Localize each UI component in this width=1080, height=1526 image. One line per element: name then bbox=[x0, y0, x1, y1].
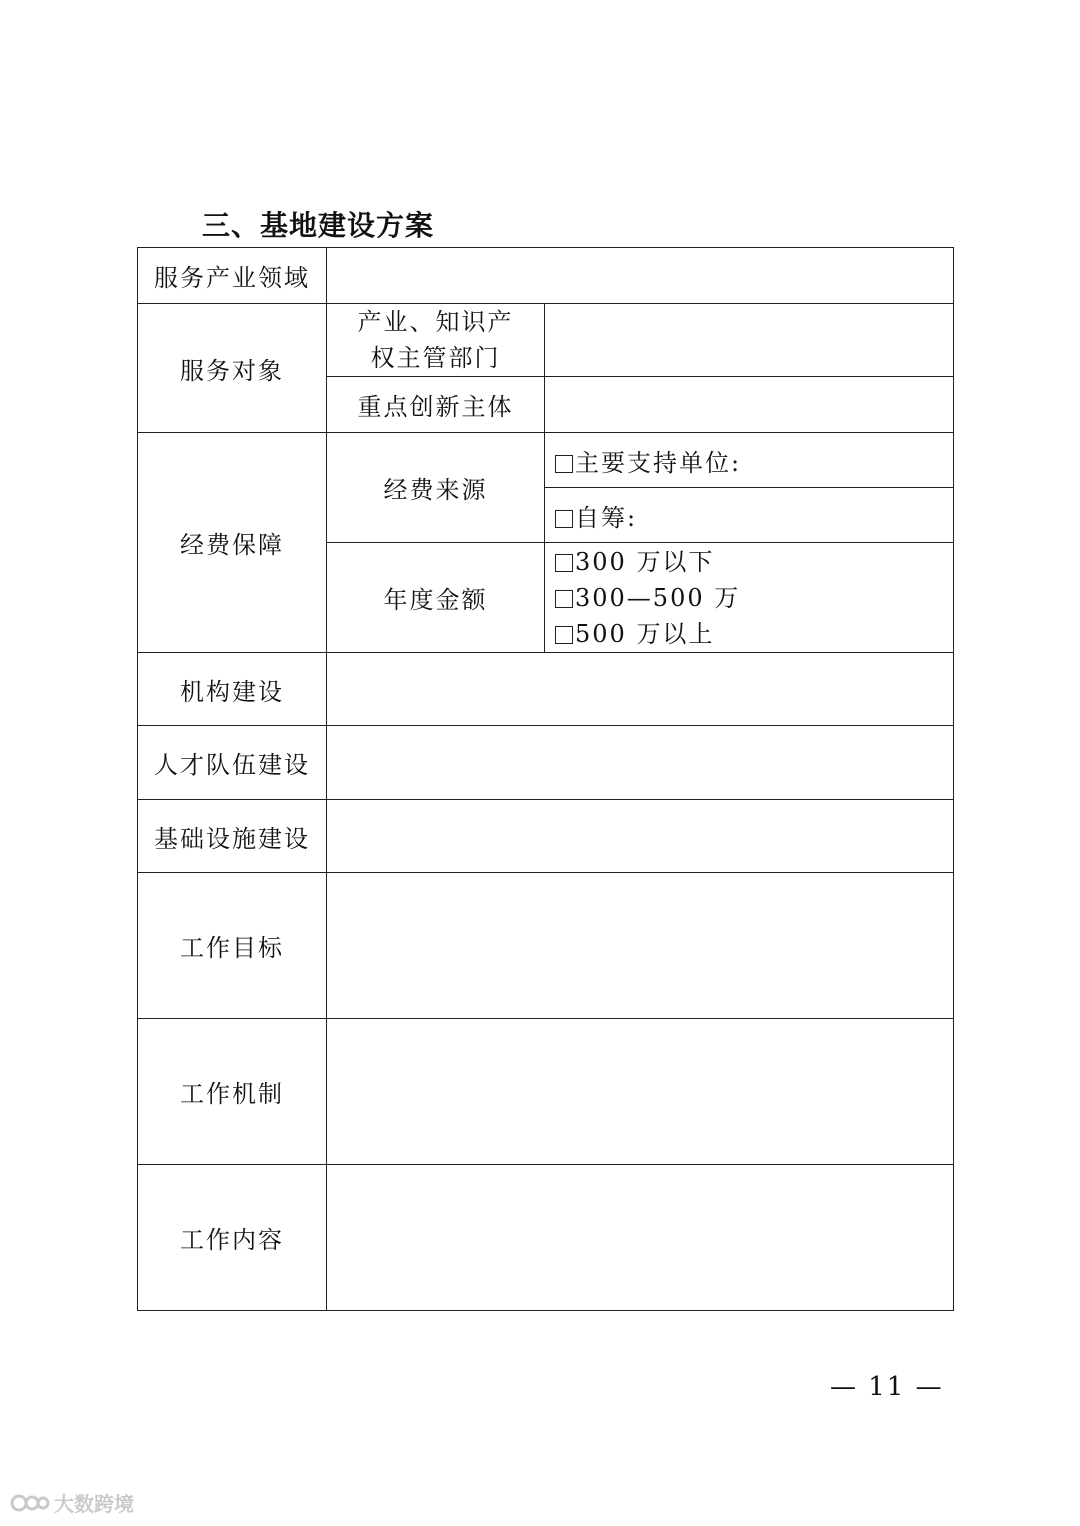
work-goal-value[interactable] bbox=[327, 873, 954, 1019]
annual-amount-option-label: 300—500 万 bbox=[575, 583, 741, 612]
page-number: — 11 — bbox=[830, 1372, 944, 1402]
annual-amount-option-label: 300 万以下 bbox=[575, 547, 715, 576]
annual-amount-option[interactable] bbox=[555, 580, 953, 616]
work-content-label: 工作内容 bbox=[138, 1165, 327, 1311]
funding-label: 经费保障 bbox=[138, 433, 327, 653]
service-target-label: 服务对象 bbox=[138, 304, 327, 433]
checkbox-icon[interactable] bbox=[555, 510, 573, 528]
section-title: 三、基地建设方案 bbox=[202, 209, 435, 242]
watermark bbox=[10, 1488, 134, 1517]
annual-amount-option-label: 500 万以上 bbox=[575, 619, 715, 648]
org-building-value[interactable] bbox=[327, 653, 954, 726]
innovation-subject-value[interactable] bbox=[545, 377, 954, 433]
funding-source-option[interactable] bbox=[545, 488, 954, 543]
work-mechanism-label: 工作机制 bbox=[138, 1019, 327, 1165]
base-construction-plan-table bbox=[137, 247, 954, 1311]
annual-amount-option[interactable] bbox=[555, 544, 953, 580]
funding-source-label: 经费来源 bbox=[327, 433, 545, 543]
ip-dept-label: 产业、知识产权主管部门 bbox=[327, 304, 545, 377]
annual-amount-label: 年度金额 bbox=[327, 543, 545, 653]
watermark-text: 大数跨境 bbox=[54, 1492, 134, 1516]
funding-source-option[interactable] bbox=[545, 433, 954, 488]
infrastructure-value[interactable] bbox=[327, 800, 954, 873]
talent-building-value[interactable] bbox=[327, 726, 954, 800]
work-mechanism-value[interactable] bbox=[327, 1019, 954, 1165]
funding-source-option-label: 自筹: bbox=[575, 503, 638, 532]
work-goal-label: 工作目标 bbox=[138, 873, 327, 1019]
checkbox-icon[interactable] bbox=[555, 455, 573, 473]
innovation-subject-label: 重点创新主体 bbox=[327, 377, 545, 433]
watermark-logo-icon bbox=[10, 1491, 50, 1515]
industry-field-value[interactable] bbox=[327, 248, 954, 304]
funding-source-option-label: 主要支持单位: bbox=[575, 448, 742, 477]
talent-building-label: 人才队伍建设 bbox=[138, 726, 327, 800]
checkbox-icon[interactable] bbox=[555, 626, 573, 644]
work-content-value[interactable] bbox=[327, 1165, 954, 1311]
annual-amount-options bbox=[545, 543, 954, 653]
annual-amount-option[interactable] bbox=[555, 616, 953, 652]
checkbox-icon[interactable] bbox=[555, 554, 573, 572]
org-building-label: 机构建设 bbox=[138, 653, 327, 726]
checkbox-icon[interactable] bbox=[555, 590, 573, 608]
ip-dept-value[interactable] bbox=[545, 304, 954, 377]
infrastructure-label: 基础设施建设 bbox=[138, 800, 327, 873]
industry-field-label: 服务产业领域 bbox=[138, 248, 327, 304]
